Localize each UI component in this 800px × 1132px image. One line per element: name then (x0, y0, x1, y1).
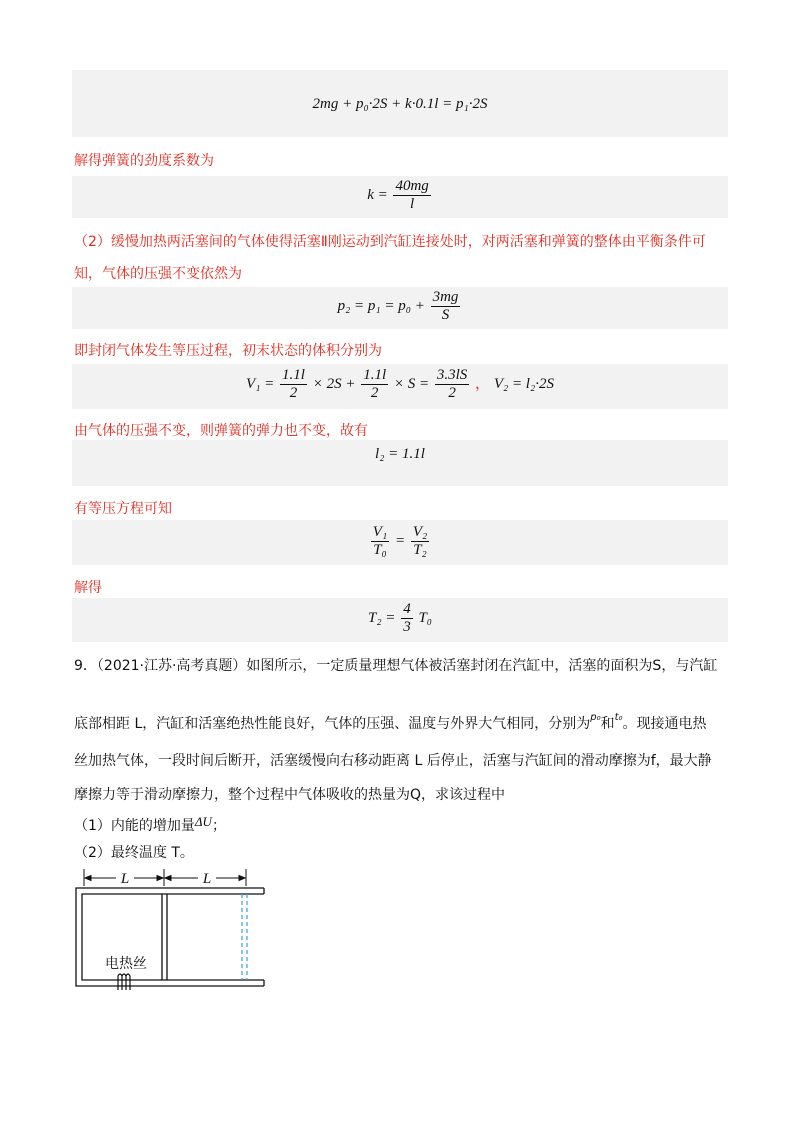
formula-box-3 (72, 287, 728, 329)
solution-text-result: 解得 (74, 580, 102, 596)
solution-text-spring: 解得弹簧的劲度系数为 (74, 153, 214, 169)
formula-box-6 (72, 520, 728, 565)
p0-symbol: p₀ (590, 712, 601, 723)
piston (162, 894, 167, 980)
solution-text-spring-force: 由气体的压强不变，则弹簧的弹力也不变，故有 (74, 423, 368, 439)
formula-box-5 (72, 440, 728, 486)
piston-final-position (242, 894, 247, 980)
cylinder-figure (74, 866, 274, 996)
question-9-line1: 9．（2021·江苏·高考真题）如图所示，一定质量理想气体被活塞封闭在汽缸中，活塞的面积为S，与汽缸 (74, 658, 718, 674)
length-label-right: L (202, 871, 212, 887)
formula-box-7 (72, 598, 728, 642)
formula-box-4 (72, 364, 728, 409)
t0-symbol: t₀ (614, 712, 623, 723)
question-9-line2: 底部相距 L，汽缸和活塞绝热性能良好，气体的压强、温度与外界大气相同，分别为$^{p_0}$和$^{t_0}$。现接通电热 (74, 712, 707, 732)
formula-spring-constant: k = $\frac{40mg}{l}$ (367, 178, 429, 212)
formula-volumes: V₁ = $\frac{1.1l}{2}$ × 2S + $\frac{1.1l}{2}$ × S = $\frac{3.3lS}{2}$ ， V₂ = l₂·2S (246, 367, 554, 401)
question-9-sub1: （1）内能的增加量ΔU； (74, 814, 226, 834)
question-9-line4: 摩擦力等于滑动摩擦力，整个过程中气体吸收的热量为Q，求该过程中 (74, 787, 506, 803)
heater-label: 电热丝 (105, 956, 147, 972)
length-label-left: L (120, 871, 130, 887)
formula-gas-law: $\frac{\text{V₁}}{\text{T₀}}$ = $\frac{\text{V₂}}{\text{T₂}}$ (372, 524, 428, 558)
formula-box-1 (72, 70, 728, 137)
formula-final-temperature: T₂ = $\frac{4}{3}$ T₀ (368, 601, 432, 635)
solution-text-part2-line1: （2）缓慢加热两活塞间的气体使得活塞Ⅱ刚运动到汽缸连接处时，对两活塞和弹簧的整体由平衡条件可 (74, 234, 706, 250)
question-9-line3: 丝加热气体，一段时间后断开，活塞缓慢向右移动距离 L 后停止，活塞与汽缸间的滑动摩擦为f，最大静 (74, 753, 712, 769)
solution-text-isobaric: 即封闭气体发生等压过程，初末状态的体积分别为 (74, 343, 382, 359)
formula-balance: 2mg + p₀·2S + k·0.1l = p₁·2S (312, 96, 488, 112)
formula-box-2 (72, 176, 728, 218)
question-9-sub2: （2）最终温度 T。 (74, 845, 194, 861)
delta-u-symbol: ΔU (194, 814, 212, 829)
dimension-lines (84, 869, 246, 886)
heater-coil-icon (118, 974, 130, 990)
solution-text-isobaric-eq: 有等压方程可知 (74, 501, 172, 517)
formula-l2: l₂ = 1.1l (375, 446, 425, 462)
formula-pressure: p₂ = p₁ = p₀ + $\frac{3mg}{S}$ (337, 289, 459, 323)
solution-text-part2-line2: 知，气体的压强不变依然为 (74, 266, 242, 282)
